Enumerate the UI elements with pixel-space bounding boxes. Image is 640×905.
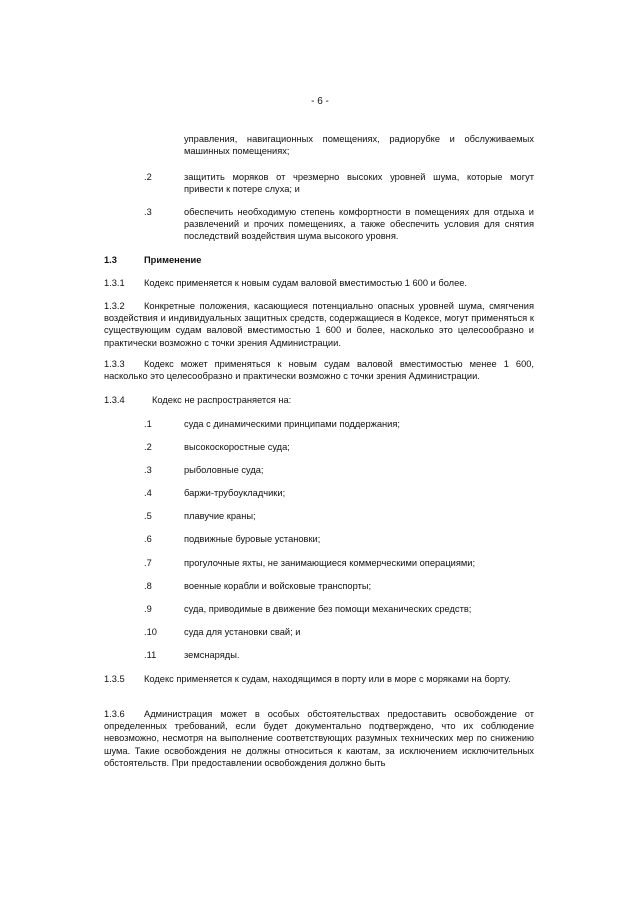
paragraph-number: 1.3.5	[104, 674, 125, 684]
paragraph-number: 1.3.4	[104, 395, 125, 405]
paragraph-text: Кодекс применяется к судам, находящимся в порту или в море с моряками на борту.	[144, 674, 511, 684]
exclusion-text: высокоскоростные суда;	[184, 442, 290, 452]
list-continuation: управления, навигационных помещениях, радиорубке и обслуживаемых машинных помещениях;	[184, 134, 534, 157]
section-number: 1.3	[104, 255, 117, 265]
exclusion-text: плавучие краны;	[184, 511, 256, 521]
exclusion-text: прогулочные яхты, не занимающиеся коммерческими операциями;	[184, 558, 476, 568]
exclusion-number: .8	[144, 581, 152, 591]
list-item-number: .2	[144, 172, 152, 182]
exclusion-text: суда для установки свай; и	[184, 627, 301, 637]
paragraph-number: 1.3.1	[104, 278, 125, 288]
exclusion-text: суда, приводимые в движение без помощи механических средств;	[184, 604, 472, 614]
exclusion-number: .3	[144, 465, 152, 475]
paragraph-number: 1.3.6	[104, 709, 125, 719]
list-item-number: .3	[144, 207, 152, 217]
paragraph-1-3-3	[104, 358, 534, 382]
exclusion-number: .1	[144, 419, 152, 429]
exclusion-number: .7	[144, 558, 152, 568]
exclusion-number: .6	[144, 534, 152, 544]
paragraph-1-3-1	[104, 277, 534, 289]
list-item-text: защитить моряков от чрезмерно высоких уровней шума, которые могут привести к потере слуха; и	[184, 172, 534, 195]
exclusion-text: рыболовные суда;	[184, 465, 264, 475]
paragraph-1-3-6	[104, 708, 534, 769]
page-number: - 6 -	[311, 96, 329, 107]
exclusion-number: .9	[144, 604, 152, 614]
paragraph-number: 1.3.2	[104, 301, 125, 311]
paragraph-text: Кодекс не распространяется на:	[152, 395, 292, 405]
exclusion-text: суда с динамическими принципами поддержания;	[184, 419, 400, 429]
exclusion-number: .5	[144, 511, 152, 521]
paragraph-text: Конкретные положения, касающиеся потенциально опасных уровней шума, смягчения воздействия и индивидуальных защитных средств, содержащиеся в Кодексе, могут применяться к существующим судам валовой вместимостью 1 600 и более, насколько это целесообразно и практически возможно с точки зрения Администрации.	[104, 301, 534, 348]
list-item-text: обеспечить необходимую степень комфортности в помещениях для отдыха и развлечений и прочих помещениях, а также обеспечить условия для снятия последствий воздействия шума высокого уровня.	[184, 207, 534, 242]
exclusion-number: .4	[144, 488, 152, 498]
exclusion-text: военные корабли и войсковые транспорты;	[184, 581, 372, 591]
exclusion-text: подвижные буровые установки;	[184, 534, 321, 544]
paragraph-1-3-5	[104, 673, 534, 685]
exclusion-text: земснаряды.	[184, 650, 240, 660]
paragraph-text: Кодекс может применяться к новым судам валовой вместимостью менее 1 600, насколько это целесообразно и практически возможно с точки зрения Администрации.	[104, 359, 534, 382]
paragraph-text: Администрация может в особых обстоятельствах предоставить освобождение от определенных требований, если будет документально подтверждено, что их соблюдение невозможно, несмотря на выполнение соответствующих разумных технических мер по снижению шума. Такие освобождения не должны относиться к каютам, за исключением исключительных обстоятельств. При предоставлении освобождения должно быть	[104, 709, 534, 768]
exclusion-number: .11	[144, 650, 157, 660]
paragraph-1-3-2	[104, 300, 534, 349]
exclusion-number: .2	[144, 442, 152, 452]
exclusion-text: баржи-трубоукладчики;	[184, 488, 286, 498]
exclusion-number: .10	[144, 627, 157, 637]
section-title: Применение	[144, 255, 202, 265]
paragraph-text: Кодекс применяется к новым судам валовой вместимостью 1 600 и более.	[144, 278, 468, 288]
paragraph-number: 1.3.3	[104, 359, 125, 369]
